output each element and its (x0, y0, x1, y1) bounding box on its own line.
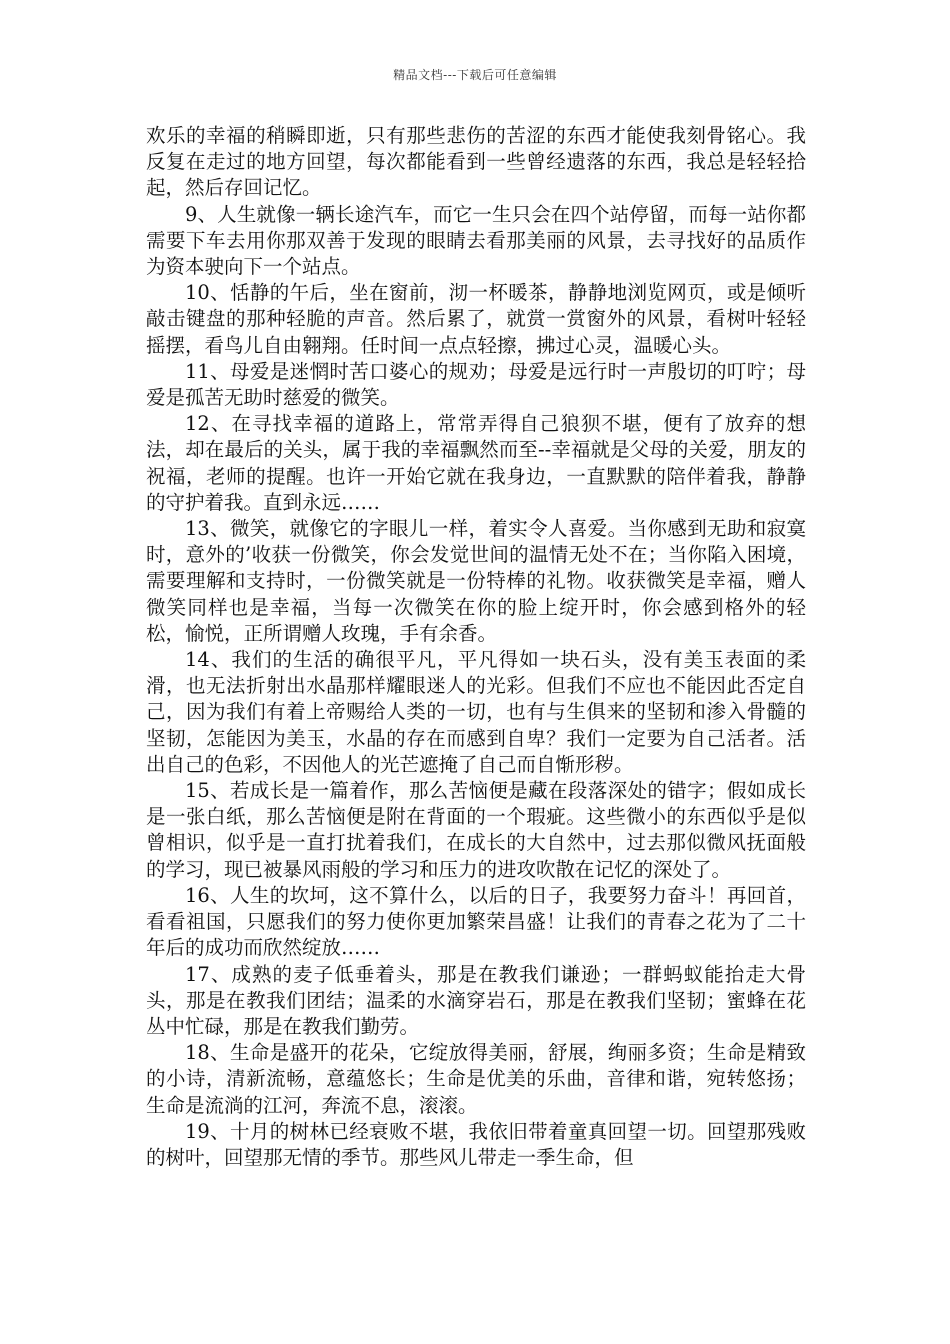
paragraph-18: 18、生命是盛开的花朵，它绽放得美丽，舒展，绚丽多资；生命是精致的小诗，清新流畅，意蕴悠长；生命是优美的乐曲，音律和谐，宛转悠扬；生命是流淌的江河，奔流不息，滚滚。 (146, 1041, 806, 1117)
paragraph-14: 14、我们的生活的确很平凡，平凡得如一块石头，没有美玉表面的柔滑，也无法折射出水晶那样耀眼迷人的光彩。但我们不应也不能因此否定自己，因为我们有着上帝赐给人类的一切，也有与生俱来的坚韧和渗入骨髓的坚韧，怎能因为美玉，水晶的存在而感到自卑？我们一定要为自己活者。活出自己的色彩，不因他人的光芒遮掩了自己而自惭形秽。 (146, 648, 806, 776)
paragraph-15: 15、若成长是一篇着作，那么苦恼便是藏在段落深处的错字；假如成长是一张白纸，那么苦恼便是附在背面的一个瑕疵。这些微小的东西似乎是似曾相识，似乎是一直打扰着我们，在成长的大自然中，过去那似微风抚面般的学习，现已被暴风雨般的学习和压力的进攻吹散在记忆的深处了。 (146, 779, 806, 881)
document-body (146, 123, 806, 1171)
paragraph-16: 16、人生的坎坷，这不算什么，以后的日子，我要努力奋斗！再回首，看看祖国，只愿我们的努力使你更加繁荣昌盛！让我们的青春之花为了二十年后的成功而欣然绽放…… (146, 883, 806, 960)
paragraph-9: 9、人生就像一辆长途汽车，而它一生只会在四个站停留，而每一站你都需要下车去用你那双善于发现的眼睛去看那美丽的风景，去寻找好的品质作为资本驶向下一个站点。 (146, 202, 806, 279)
paragraph-10: 10、恬静的午后，坐在窗前，沏一杯暖茶，静静地浏览网页，或是倾听敲击键盘的那种轻脆的声音。然后累了，就赏一赏窗外的风景，看树叶轻轻摇摆，看鸟儿自由翱翔。任时间一点点轻擦，拂过心灵，温暖心头。 (146, 281, 806, 357)
paragraph-19: 19、十月的树林已经衰败不堪，我依旧带着童真回望一切。回望那残败的树叶，回望那无情的季节。那些风儿带走一季生命，但 (146, 1119, 806, 1169)
paragraph-11: 11、母爱是迷惘时苦口婆心的规劝；母爱是远行时一声殷切的叮咛；母爱是孤苦无助时慈爱的微笑。 (146, 359, 806, 410)
paragraph-continuation: 欢乐的幸福的稍瞬即逝，只有那些悲伤的苦涩的东西才能使我刻骨铭心。我反复在走过的地方回望，每次都能看到一些曾经遗落的东西，我总是轻轻拾起，然后存回记忆。 (146, 124, 806, 200)
page-header: 精品文档---下载后可任意编辑 (393, 68, 557, 82)
paragraph-17: 17、成熟的麦子低垂着头，那是在教我们谦逊；一群蚂蚁能抬走大骨头，那是在教我们团结；温柔的水滴穿岩石，那是在教我们坚韧；蜜蜂在花丛中忙碌，那是在教我们勤劳。 (146, 962, 806, 1038)
paragraph-13: 13、微笑，就像它的字眼儿一样，着实令人喜爱。当你感到无助和寂寞时，意外的’收获一份微笑，你会发觉世间的温情无处不在；当你陷入困境，需要理解和支持时，一份微笑就是一份特棒的礼物。收获微笑是幸福，赠人微笑同样也是幸福，当每一次微笑在你的脸上绽开时，你会感到格外的轻松，愉悦，正所谓赠人玫瑰，手有余香。 (146, 517, 806, 645)
paragraph-12: 12、在寻找幸福的道路上，常常弄得自己狼狈不堪，便有了放弃的想法，却在最后的关头，属于我的幸福飘然而至--幸福就是父母的关爱，朋友的祝福，老师的提醒。也许一开始它就在我身边，一直默默的陪伴着我，静静的守护着我。直到永远…… (146, 412, 806, 514)
